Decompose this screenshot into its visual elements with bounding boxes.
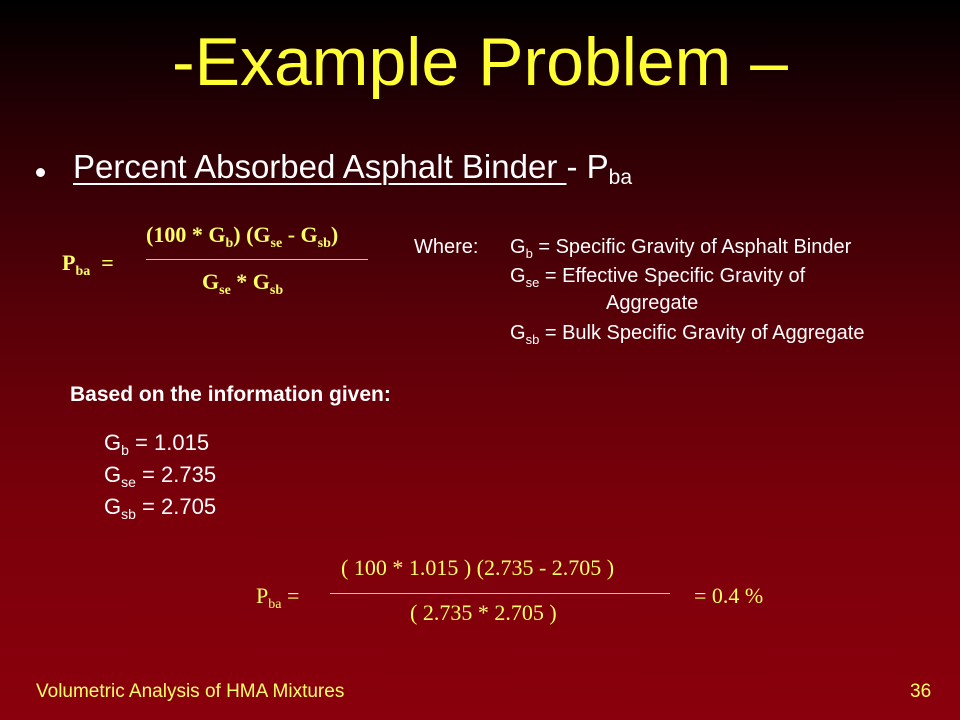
bullet-label: Percent Absorbed Asphalt Binder — [73, 148, 567, 185]
given-sub: b — [121, 442, 129, 458]
calc-lhs-sub: ba — [268, 597, 282, 612]
given-sub: sb — [121, 506, 136, 522]
given-gb — [104, 430, 209, 456]
based-on-label: Based on the information given: — [70, 383, 391, 406]
slide-title: -Example Problem – — [171, 24, 789, 100]
given-gsb — [104, 494, 216, 520]
bullet-suffix-sub: ba — [608, 166, 633, 189]
page-number: 36 — [910, 681, 932, 702]
formula-lhs — [62, 250, 114, 279]
num-sub: se — [270, 236, 283, 251]
num-part: - G — [282, 222, 318, 247]
given-sub: se — [121, 474, 136, 490]
where-sym: G — [510, 265, 526, 287]
formula-lhs-sub: ba — [75, 264, 91, 279]
where-label: Where: — [414, 236, 479, 258]
num-sub: sb — [317, 236, 331, 251]
formula-denominator — [202, 269, 284, 298]
where-text: = Bulk Specific Gravity of Aggregate — [539, 322, 865, 344]
where-sym: G — [510, 236, 526, 258]
den-part: G — [202, 269, 220, 294]
num-part: (100 * G — [146, 222, 226, 247]
formula-equals: = — [101, 250, 114, 275]
num-part: ) — [330, 222, 339, 247]
calc-lhs-equals: = — [281, 583, 300, 608]
given-value: = 1.015 — [128, 430, 210, 455]
where-line-continued: Aggregate — [606, 292, 699, 314]
where-line-gsb — [510, 322, 864, 345]
formula-numerator — [146, 222, 339, 251]
given-sym: G — [104, 494, 122, 519]
calc-fraction-bar — [330, 593, 670, 594]
den-part: * G — [230, 269, 270, 294]
given-sym: G — [104, 430, 122, 455]
where-text: = Specific Gravity of Asphalt Binder — [532, 236, 852, 258]
formula-fraction-bar — [146, 259, 368, 260]
calc-numerator: ( 100 * 1.015 ) (2.735 - 2.705 ) — [341, 555, 615, 580]
footer-text: Volumetric Analysis of HMA Mixtures — [36, 681, 345, 702]
num-part: ) (G — [233, 222, 271, 247]
given-value: = 2.735 — [135, 462, 217, 487]
where-line-gse — [510, 265, 805, 288]
where-line-gb — [510, 236, 851, 259]
bullet-dot — [36, 168, 45, 177]
where-sym: G — [510, 322, 526, 344]
num-sub: b — [225, 236, 234, 251]
given-value: = 2.705 — [135, 494, 217, 519]
where-sub: b — [525, 246, 533, 261]
den-sub: se — [219, 283, 231, 298]
calc-result: = 0.4 % — [694, 583, 764, 608]
bullet-suffix: - P — [566, 148, 609, 185]
where-sub: sb — [525, 332, 540, 347]
where-text: = Effective Specific Gravity of — [539, 265, 806, 287]
calc-lhs-symbol: P — [256, 583, 269, 608]
den-sub: sb — [269, 283, 284, 298]
calc-lhs — [256, 583, 300, 612]
formula-lhs-symbol: P — [62, 250, 76, 275]
given-sym: G — [104, 462, 122, 487]
bullet-heading — [73, 148, 633, 189]
calc-denominator: ( 2.735 * 2.705 ) — [410, 600, 557, 625]
where-sub: se — [525, 275, 540, 290]
given-gse — [104, 462, 216, 488]
